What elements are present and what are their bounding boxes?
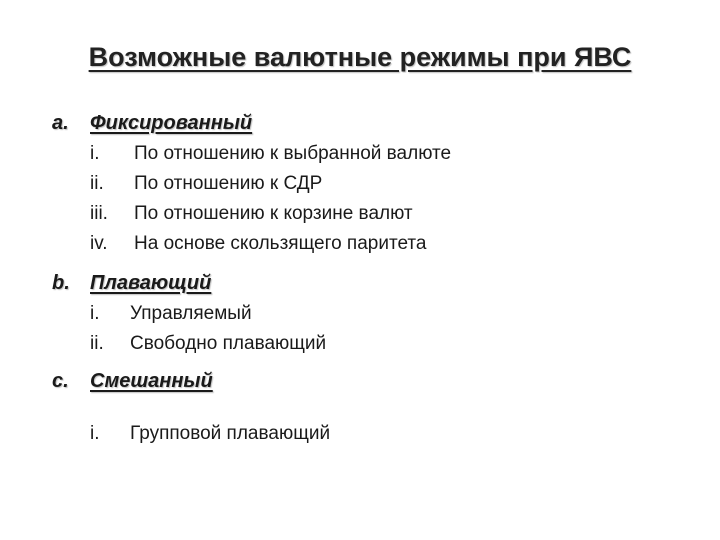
item-text: На основе скользящего паритета bbox=[134, 233, 427, 254]
item-number: iii. bbox=[90, 203, 108, 224]
item-text: Свободно плавающий bbox=[130, 333, 327, 354]
list-item bbox=[90, 299, 326, 329]
section-fixed bbox=[52, 112, 451, 259]
item-text: По отношению к СДР bbox=[134, 173, 323, 194]
section-label: Смешанный bbox=[90, 370, 213, 392]
section-floating bbox=[52, 272, 326, 359]
section-heading bbox=[52, 272, 326, 295]
sub-list bbox=[90, 299, 326, 359]
item-text: Групповой плавающий bbox=[130, 423, 331, 444]
section-marker: c. bbox=[52, 370, 69, 392]
item-number: i. bbox=[90, 143, 100, 164]
slide-title: Возможные валютные режимы при ЯВС bbox=[88, 42, 632, 72]
item-number: ii. bbox=[90, 173, 104, 194]
list-item bbox=[90, 169, 451, 199]
list-item bbox=[90, 419, 330, 449]
section-heading bbox=[52, 112, 451, 135]
sub-list bbox=[90, 139, 451, 259]
sub-list bbox=[90, 419, 330, 449]
section-marker: b. bbox=[52, 272, 70, 294]
list-item bbox=[90, 329, 326, 359]
section-mixed bbox=[52, 370, 330, 449]
item-number: ii. bbox=[90, 333, 104, 354]
list-item bbox=[90, 229, 451, 259]
item-text: По отношению к корзине валют bbox=[134, 203, 413, 224]
section-marker: a. bbox=[52, 112, 69, 134]
list-item bbox=[90, 139, 451, 169]
section-label: Плавающий bbox=[90, 272, 212, 294]
item-text: По отношению к выбранной валюте bbox=[134, 143, 452, 164]
item-text: Управляемый bbox=[130, 303, 252, 324]
section-label: Фиксированный bbox=[90, 112, 253, 134]
item-number: i. bbox=[90, 423, 100, 444]
section-heading bbox=[52, 370, 330, 393]
list-item bbox=[90, 199, 451, 229]
item-number: i. bbox=[90, 303, 100, 324]
item-number: iv. bbox=[90, 233, 108, 254]
